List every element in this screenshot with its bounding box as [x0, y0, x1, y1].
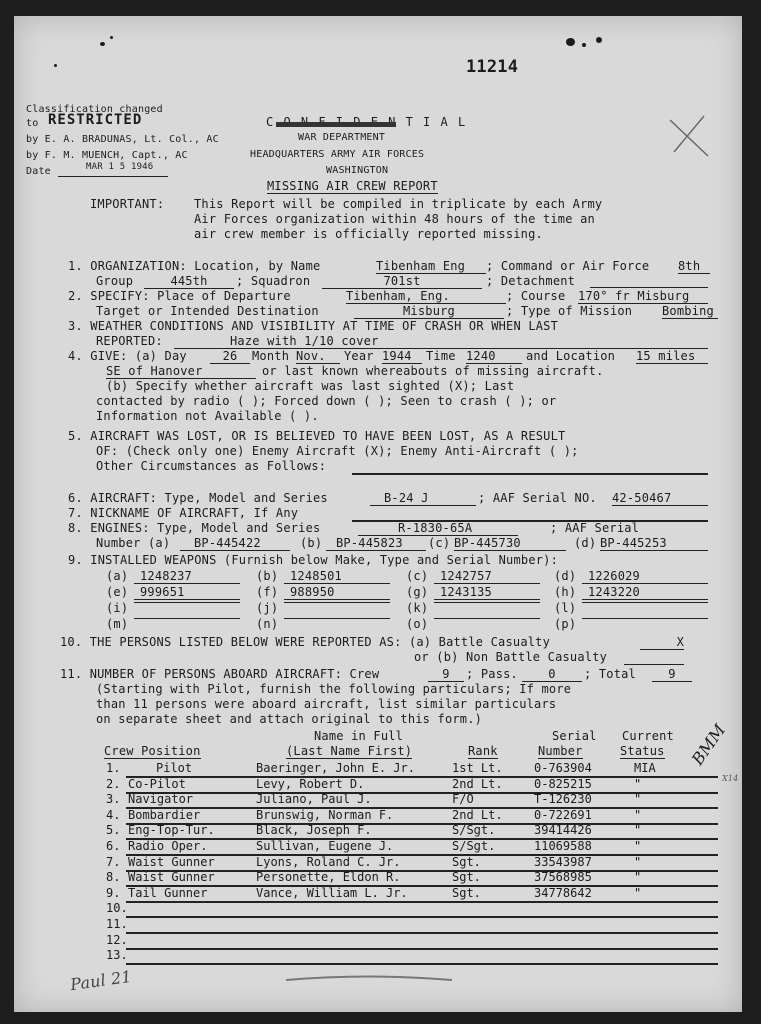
crew-name: Brunswig, Norman F.	[256, 807, 394, 822]
item-5-line-3: Other Circumstances as Follows:	[96, 459, 327, 473]
crew-name: Juliano, Paul J.	[256, 792, 372, 807]
weapon-serial: 1242757	[434, 570, 540, 584]
weapon-serial: 1248501	[284, 570, 390, 584]
weapon-key: (j)	[256, 601, 279, 615]
crew-count: 9	[428, 668, 464, 682]
item-8-c-label: (c)	[428, 536, 451, 550]
table-row	[106, 887, 718, 902]
departure-place: Tibenham, Eng.	[346, 290, 506, 304]
item-4-time-label: Time	[426, 349, 456, 363]
classification-by-1: by E. A. BRADUNAS, Lt. Col., AC	[26, 134, 219, 145]
margin-initials: BMM	[687, 720, 730, 769]
crew-position: Tail Gunner	[128, 885, 208, 900]
bottom-smudge	[284, 972, 454, 986]
loss-month: Nov.	[296, 350, 340, 364]
ink-speck	[566, 38, 575, 46]
engine-type: R-1830-65A	[358, 522, 518, 536]
table-row	[106, 809, 718, 824]
col-name-top: Name in Full	[314, 729, 404, 743]
total-count: 9	[652, 668, 692, 682]
crew-name: Personette, Eldon R.	[256, 870, 401, 885]
important-line-2: Air Forces organization within 48 hours of the time an	[194, 212, 595, 226]
item-7-label: 7. NICKNAME OF AIRCRAFT, If Any	[68, 506, 299, 520]
item-5-line-2: OF: (Check only one) Enemy Aircraft (X); Enemy Anti-Aircraft ( );	[96, 444, 579, 458]
item-2-course-label: ; Course	[506, 289, 566, 303]
row-number: 12.	[106, 932, 128, 947]
col-serial: Number	[538, 744, 583, 758]
row-number: 6.	[106, 839, 121, 853]
org-air-force: 8th	[678, 260, 710, 274]
weapon-key: (f)	[256, 585, 279, 599]
row-number: 11.	[106, 917, 128, 931]
crew-rank: 2nd Lt.	[452, 776, 503, 791]
table-row	[106, 793, 718, 808]
classification-by-2: by F. M. MUENCH, Capt., AC	[26, 150, 188, 161]
row-number: 2.	[106, 776, 121, 791]
org-squadron: 701st	[322, 275, 482, 289]
crew-rank: 1st Lt.	[452, 761, 503, 775]
strike-mark	[276, 122, 396, 127]
crew-status: MIA	[634, 761, 656, 775]
bottom-handwritten-note: Paul 21	[68, 966, 133, 995]
loss-time: 1240	[466, 350, 522, 364]
item-8-b-label: (b)	[300, 536, 323, 550]
target: Misburg	[354, 305, 504, 319]
item-4-line-b: (b) Specify whether aircraft was last sighted (X); Last	[106, 379, 515, 393]
weapon-serial	[284, 618, 390, 619]
crew-rank: Sgt.	[452, 854, 481, 869]
weapon-serial: 988950	[284, 586, 390, 600]
weapon-key: (b)	[256, 569, 279, 583]
row-number: 4.	[106, 807, 121, 822]
item-8-d-label: (d)	[574, 536, 597, 550]
weapon-key: (g)	[406, 585, 429, 599]
weapon-key: (a)	[106, 569, 129, 583]
table-row	[106, 902, 718, 917]
mission-type: Bombing	[662, 305, 718, 319]
crew-position: Navigator	[128, 792, 194, 807]
weather: Haze with 1/10 cover	[174, 335, 708, 349]
item-3-reported-label: REPORTED:	[96, 334, 163, 348]
classification-date: MAR 1 5 1946	[86, 162, 154, 172]
battle-casualty: X	[640, 636, 684, 650]
engine-a: BP-445422	[180, 537, 290, 551]
weapon-key: (d)	[554, 569, 577, 583]
crew-serial: 0-722691	[534, 807, 592, 822]
crew-position: Pilot	[156, 761, 193, 775]
crew-position: Co-Pilot	[128, 776, 186, 791]
loss-year: 1944	[382, 350, 422, 364]
engine-b: BP-445823	[326, 537, 426, 551]
crew-serial: 0-825215	[534, 776, 592, 791]
org-group: 445th	[144, 275, 234, 289]
table-row	[106, 856, 718, 871]
item-4-label: 4. GIVE: (a) Day	[68, 349, 187, 363]
row-number: 7.	[106, 854, 121, 869]
side-note: X14	[722, 774, 739, 783]
important-line-1: This Report will be compiled in triplicate by each Army	[194, 197, 603, 211]
table-row	[106, 840, 718, 855]
weapon-serial	[284, 602, 390, 603]
col-status: Status	[620, 744, 665, 758]
item-4-whereabouts: or last known whereabouts of missing aircraft.	[262, 364, 604, 378]
row-number: 1.	[106, 761, 121, 775]
crew-status: "	[634, 807, 642, 822]
col-rank: Rank	[468, 744, 498, 758]
detachment-rule	[590, 287, 708, 288]
item-4-location-label: and Location	[526, 349, 616, 363]
item-11-label: 11. NUMBER OF PERSONS ABOARD AIRCRAFT: Crew	[60, 667, 380, 681]
weapon-serial	[434, 602, 540, 603]
weapon-key: (o)	[406, 617, 429, 631]
item-10-line-2: or (b) Non Battle Casualty	[414, 650, 608, 664]
crew-name: Vance, William L. Jr.	[256, 885, 408, 900]
aircraft-type: B-24 J	[370, 492, 476, 506]
table-row	[106, 949, 718, 964]
item-8-number-label: Number (a)	[96, 536, 171, 550]
restricted-stamp: RESTRICTED	[48, 112, 143, 128]
crew-position: Waist Gunner	[128, 870, 215, 885]
col-position: Crew Position	[104, 744, 201, 758]
crew-position: Eng-Top-Tur.	[128, 823, 215, 838]
item-11-total-label: ; Total	[584, 667, 636, 681]
course: 170° fr Misburg	[578, 290, 708, 304]
row-number: 13.	[106, 948, 128, 963]
classification-line: Classification changed	[26, 104, 163, 115]
crew-name: Levy, Robert D.	[256, 776, 365, 791]
item-9-label: 9. INSTALLED WEAPONS (Furnish below Make, Type and Serial Number):	[68, 553, 559, 567]
passenger-count: 0	[522, 668, 582, 682]
item-10-label: 10. THE PERSONS LISTED BELOW WERE REPORTED AS: (a) Battle Casualty	[60, 635, 551, 649]
crew-serial: 0-763904	[534, 761, 592, 775]
row-number: 8.	[106, 870, 121, 885]
crew-rank: F/O	[452, 792, 474, 807]
report-title: MISSING AIR CREW REPORT	[267, 179, 438, 193]
item-8-label: 8. ENGINES: Type, Model and Series	[68, 521, 321, 535]
col-status-top: Current	[622, 729, 674, 743]
weapon-serial	[134, 602, 240, 603]
crew-status: "	[634, 792, 642, 807]
crew-status: "	[634, 854, 642, 869]
item-6-serial-label: ; AAF Serial NO.	[478, 491, 597, 505]
weapon-key: (k)	[406, 601, 429, 615]
table-row	[106, 934, 718, 949]
item-1-group-label: Group	[96, 274, 134, 288]
item-1-label: 1. ORGANIZATION: Location, by Name	[68, 259, 321, 273]
item-11-line-3: than 11 persons were aboard aircraft, list similar particulars	[96, 697, 557, 711]
row-rule	[126, 963, 718, 965]
weapon-key: (h)	[554, 585, 577, 599]
crew-name: Black, Joseph F.	[256, 823, 372, 838]
crew-serial: T-126230	[534, 792, 592, 807]
crew-name: Sullivan, Eugene J.	[256, 839, 394, 853]
item-11-pass-label: ; Pass.	[466, 667, 518, 681]
ink-speck	[100, 42, 105, 46]
ink-speck	[110, 36, 113, 39]
table-row	[106, 871, 718, 886]
row-number: 9.	[106, 885, 121, 900]
weapon-key: (n)	[256, 617, 279, 631]
ink-speck	[596, 37, 602, 43]
item-4-line-d: Information not Available ( ).	[96, 409, 319, 423]
org-location: Tibenham Eng	[376, 260, 486, 274]
col-serial-top: Serial	[552, 729, 597, 743]
item-4-line-c: contacted by radio ( ); Forced down ( ); Seen to crash ( ); or	[96, 394, 557, 408]
crew-rank: Sgt.	[452, 870, 481, 885]
document-page	[14, 16, 742, 1012]
item-2-label: 2. SPECIFY: Place of Departure	[68, 289, 291, 303]
weapon-key: (i)	[106, 601, 129, 615]
item-1-command-label: ; Command or Air Force	[486, 259, 650, 273]
crew-serial: 11069588	[534, 839, 592, 853]
crew-serial: 37568985	[534, 870, 592, 885]
other-circumstances-rule	[352, 473, 708, 475]
table-row	[106, 762, 718, 777]
table-row	[106, 778, 718, 793]
crew-name: Lyons, Roland C. Jr.	[256, 854, 401, 869]
non-battle-rule	[624, 664, 684, 665]
item-11-line-2: (Starting with Pilot, furnish the following particulars; If more	[96, 682, 572, 696]
aircraft-serial: 42-50467	[612, 492, 708, 506]
classification-date-label: Date	[26, 166, 51, 177]
engine-c: BP-445730	[454, 537, 566, 551]
crew-rank: S/Sgt.	[452, 823, 496, 838]
weapon-serial	[434, 618, 540, 619]
row-number: 5.	[106, 823, 121, 838]
crew-rank: S/Sgt.	[452, 839, 496, 853]
table-row	[106, 824, 718, 839]
crew-name: Baeringer, John E. Jr.	[256, 761, 415, 775]
crew-status: "	[634, 885, 642, 900]
classification-to: to	[26, 118, 39, 129]
item-4-year-label: Year	[344, 349, 374, 363]
crew-position: Bombardier	[128, 807, 201, 822]
weapon-serial	[134, 618, 240, 619]
weapon-key: (p)	[554, 617, 577, 631]
item-1-detachment-label: ; Detachment	[486, 274, 576, 288]
row-number: 3.	[106, 792, 121, 807]
item-2-target-label: Target or Intended Destination	[96, 304, 319, 318]
weapon-serial: 999651	[134, 586, 240, 600]
weapon-serial: 1226029	[582, 570, 708, 584]
item-11-line-4: on separate sheet and attach original to this form.)	[96, 712, 483, 726]
date-rule	[58, 176, 168, 177]
weapon-key: (m)	[106, 617, 129, 631]
important-line-3: air crew member is officially reported missing.	[194, 227, 543, 241]
item-8-serial-label: ; AAF Serial	[550, 521, 640, 535]
war-department: WAR DEPARTMENT	[298, 132, 386, 143]
crew-serial: 39414426	[534, 823, 592, 838]
row-number: 10.	[106, 901, 128, 916]
confidential-heading: C O N F I D E N T I A L	[266, 115, 467, 129]
ink-speck	[582, 43, 586, 47]
crew-status: "	[634, 823, 642, 838]
crew-status: "	[634, 870, 642, 885]
loss-day: 26	[210, 350, 250, 364]
engine-d: BP-445253	[600, 537, 708, 551]
weapon-serial	[582, 602, 708, 603]
crew-serial: 33543987	[534, 854, 592, 869]
ink-speck	[54, 64, 57, 67]
weapon-key: (e)	[106, 585, 129, 599]
weapon-serial: 1243135	[434, 586, 540, 600]
weapon-serial: 1248237	[134, 570, 240, 584]
hq-heading: HEADQUARTERS ARMY AIR FORCES	[250, 149, 425, 160]
crew-rank: Sgt.	[452, 885, 481, 900]
weapon-key: (c)	[406, 569, 429, 583]
crew-status: "	[634, 839, 642, 853]
weapon-serial	[582, 618, 708, 619]
item-5-label: 5. AIRCRAFT WAS LOST, OR IS BELIEVED TO HAVE BEEN LOST, AS A RESULT	[68, 429, 566, 443]
important-label: IMPORTANT:	[90, 197, 165, 211]
item-2-mission-label: ; Type of Mission	[506, 304, 633, 318]
weapon-serial: 1243220	[582, 586, 708, 600]
city-heading: WASHINGTON	[326, 165, 389, 176]
item-3-label: 3. WEATHER CONDITIONS AND VISIBILITY AT TIME OF CRASH OR WHEN LAST	[68, 319, 559, 333]
document-number: 11214	[466, 57, 519, 77]
col-name: (Last Name First)	[286, 744, 413, 758]
crew-serial: 34778642	[534, 885, 592, 900]
crew-position: Radio Oper.	[128, 839, 208, 853]
item-1-squadron-label: ; Squadron	[236, 274, 311, 288]
pencil-x-mark	[664, 112, 714, 162]
crew-rank: 2nd Lt.	[452, 807, 503, 822]
crew-position: Waist Gunner	[128, 854, 215, 869]
item-6-label: 6. AIRCRAFT: Type, Model and Series	[68, 491, 328, 505]
crew-status: "	[634, 776, 642, 791]
loss-location-1: 15 miles	[636, 350, 708, 364]
table-row	[106, 918, 718, 933]
loss-location-2: SE of Hanover	[106, 365, 256, 379]
weapon-key: (l)	[554, 601, 577, 615]
item-4-month-label: Month	[252, 349, 290, 363]
